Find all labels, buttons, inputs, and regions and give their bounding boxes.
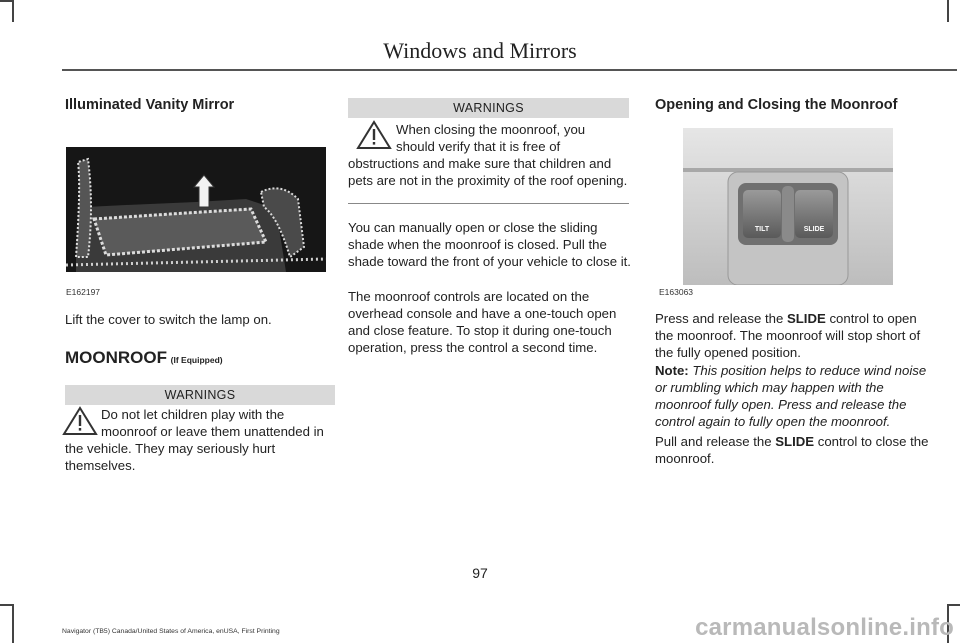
figure-label: E162197 (66, 287, 101, 297)
print-note: Navigator (TB5) Canada/United States of America, enUSA, First Printing (62, 628, 280, 635)
warning-triangle-icon (356, 120, 392, 150)
warning-rest: obstructions and make sure that children and pets are not in the proximity of the roof opening. (348, 156, 628, 188)
warning-line-1: Do not let children play with the (101, 407, 285, 422)
crop-mark (0, 0, 12, 2)
header-rule (62, 69, 957, 71)
warning-line-1: When closing the moonroof, you (396, 122, 586, 137)
text: control to close the moonroof. (655, 434, 929, 466)
warning-triangle-icon (62, 406, 98, 436)
warning-rule (348, 203, 629, 204)
slide-term: SLIDE (775, 434, 815, 449)
sliding-shade-paragraph: You can manually open or close the sliding shade when the moonroof is closed. Pull the shade toward the front of your vehicle to close it. (348, 220, 631, 269)
warnings-title: WARNINGS (65, 385, 335, 405)
note-text: This position helps to reduce wind noise or rumbling which may happen with the moonroof fully open. Press and release the control again to fully open the moonroof. (655, 363, 927, 429)
moonroof-suffix: (If Equipped) (170, 355, 223, 365)
moonroof-heading (65, 349, 335, 369)
vanity-mirror-illustration (66, 147, 326, 272)
warning-rest: the vehicle. They may seriously hurt themselves. (65, 441, 276, 473)
moonroof-title: MOONROOF (65, 348, 167, 367)
crop-mark (0, 604, 12, 606)
page-title: Windows and Mirrors (383, 38, 577, 63)
crop-mark (12, 604, 14, 643)
text: Press and release the (655, 311, 787, 326)
vanity-text: Lift the cover to switch the lamp on. (65, 312, 272, 327)
note-label: Note: (655, 363, 689, 378)
text: Pull and release the (655, 434, 776, 449)
vanity-mirror-figure (66, 147, 326, 272)
slide-label: SLIDE (803, 226, 825, 233)
controls-paragraph: The moonroof controls are located on the overhead console and have a one-touch open and close feature. To stop it during one-touch operation, press the control a second time. (348, 289, 617, 355)
page-number: 97 (472, 565, 488, 581)
text: control to open the moonroof. The moonroof will stop short of the fully opened position. (655, 311, 921, 360)
watermark: carmanualsonline.info (695, 614, 954, 641)
opening-closing-heading: Opening and Closing the Moonroof (655, 97, 898, 113)
crop-mark (12, 0, 14, 22)
figure-label: E163063 (659, 287, 694, 297)
slide-term: SLIDE (786, 311, 826, 326)
warning-line-2: moonroof or leave them unattended in (101, 424, 324, 439)
crop-mark (947, 0, 949, 22)
slide-close-paragraph (655, 433, 930, 467)
warning-line-2: should verify that it is free of (396, 139, 561, 154)
vanity-mirror-heading: Illuminated Vanity Mirror (65, 97, 235, 113)
overhead-console-illustration (683, 128, 893, 285)
moonroof-controls-figure (683, 128, 893, 285)
note-paragraph (655, 362, 930, 430)
crop-mark (948, 604, 960, 606)
slide-open-paragraph (655, 310, 930, 361)
warnings-title: WARNINGS (348, 98, 629, 118)
tilt-label: TILT (754, 226, 770, 233)
